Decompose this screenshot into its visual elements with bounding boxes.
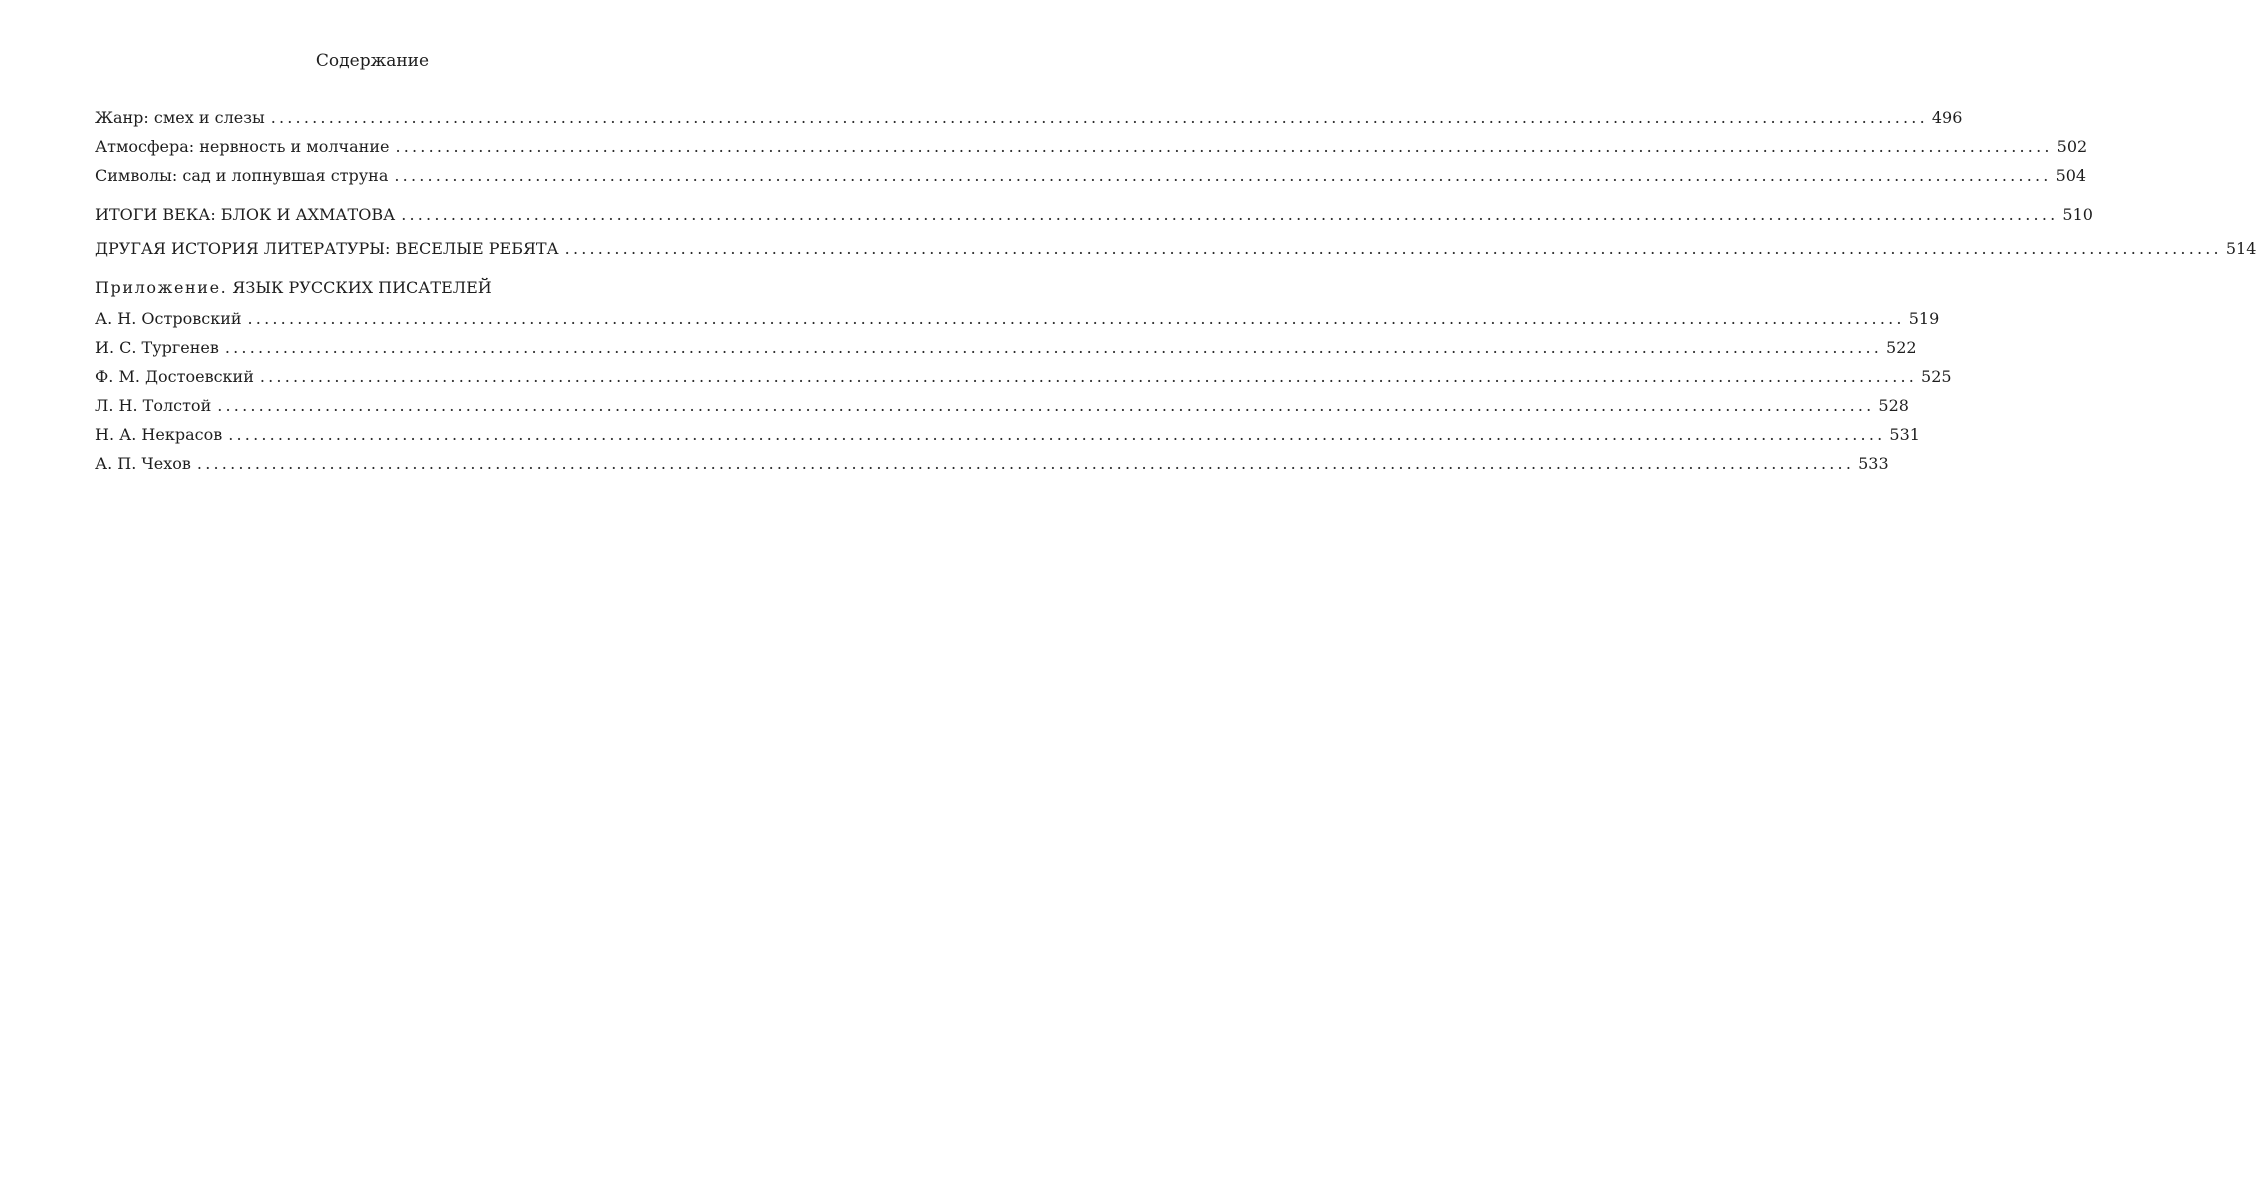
- toc-entry-page: 514: [2225, 239, 2256, 258]
- toc-entry-title: Жанр: смех и слезы: [95, 108, 265, 127]
- toc-entry-page: 504: [2055, 166, 2087, 185]
- toc-entry-title: Л. Н. Толстой: [95, 396, 212, 415]
- running-head: Содержание: [315, 51, 430, 71]
- appendix-heading: [95, 272, 656, 304]
- dot-leader: ........................................................................................................................................................................................................: [564, 239, 2222, 258]
- toc-entry: [95, 333, 1917, 362]
- toc-entry-page: 510: [2062, 205, 2093, 224]
- toc-entry-page: 525: [1921, 367, 1952, 386]
- appendix-title: ЯЗЫК РУССКИХ ПИСАТЕЛЕЙ: [232, 278, 492, 297]
- toc-entry-title: А. Н. Островский: [95, 309, 242, 328]
- toc-entry-title: Атмосфера: нервность и молчание: [95, 137, 390, 156]
- toc-entry: [95, 391, 1909, 420]
- toc-entry: [95, 161, 2087, 190]
- appendix-prefix: Приложение.: [95, 278, 228, 297]
- toc-entry: [95, 304, 1940, 333]
- toc-entry-page: 522: [1886, 338, 1917, 357]
- toc-entry-title: ИТОГИ ВЕКА: БЛОК И АХМАТОВА: [95, 205, 396, 224]
- dot-leader: ........................................................................................................................................................................................................: [259, 367, 1918, 386]
- dot-leader: ........................................................................................................................................................................................................: [224, 338, 1883, 357]
- dot-leader: ........................................................................................................................................................................................................: [401, 205, 2059, 224]
- toc-entry-major: [95, 232, 2256, 266]
- dot-leader: ........................................................................................................................................................................................................: [270, 108, 1928, 127]
- toc-entry: [95, 420, 1920, 449]
- toc-entry: [95, 362, 1952, 391]
- toc-entry-title: А. П. Чехов: [95, 454, 191, 473]
- dot-leader: ........................................................................................................................................................................................................: [196, 454, 1855, 473]
- dot-leader: ........................................................................................................................................................................................................: [217, 396, 1875, 415]
- toc-entry-page: 528: [1878, 396, 1909, 415]
- toc-entry-title: Символы: сад и лопнувшая струна: [95, 166, 389, 185]
- toc-entry-page: 496: [1931, 108, 1963, 127]
- dot-leader: ........................................................................................................................................................................................................: [394, 166, 2052, 185]
- toc-entry-page: 502: [2056, 137, 2088, 156]
- table-of-contents: [95, 103, 2256, 478]
- toc-entry-title: ДРУГАЯ ИСТОРИЯ ЛИТЕРАТУРЫ: ВЕСЕЛЫЕ РЕБЯТА: [95, 239, 559, 258]
- toc-entry: [95, 103, 1963, 132]
- toc-entry: [95, 132, 2088, 161]
- dot-leader: ........................................................................................................................................................................................................: [247, 309, 1905, 328]
- dot-leader: ........................................................................................................................................................................................................: [395, 137, 2053, 156]
- toc-entry-title: Ф. М. Достоевский: [95, 367, 254, 386]
- toc-entry-title: Н. А. Некрасов: [95, 425, 223, 444]
- toc-entry-title: И. С. Тургенев: [95, 338, 219, 357]
- toc-entry-page: 531: [1889, 425, 1920, 444]
- toc-entry-page: 519: [1908, 309, 1940, 328]
- spacer: [95, 190, 656, 198]
- toc-entry-major: [95, 198, 2093, 232]
- toc-entry-page: 533: [1858, 454, 1889, 473]
- toc-entry: [95, 449, 1889, 478]
- dot-leader: ........................................................................................................................................................................................................: [228, 425, 1886, 444]
